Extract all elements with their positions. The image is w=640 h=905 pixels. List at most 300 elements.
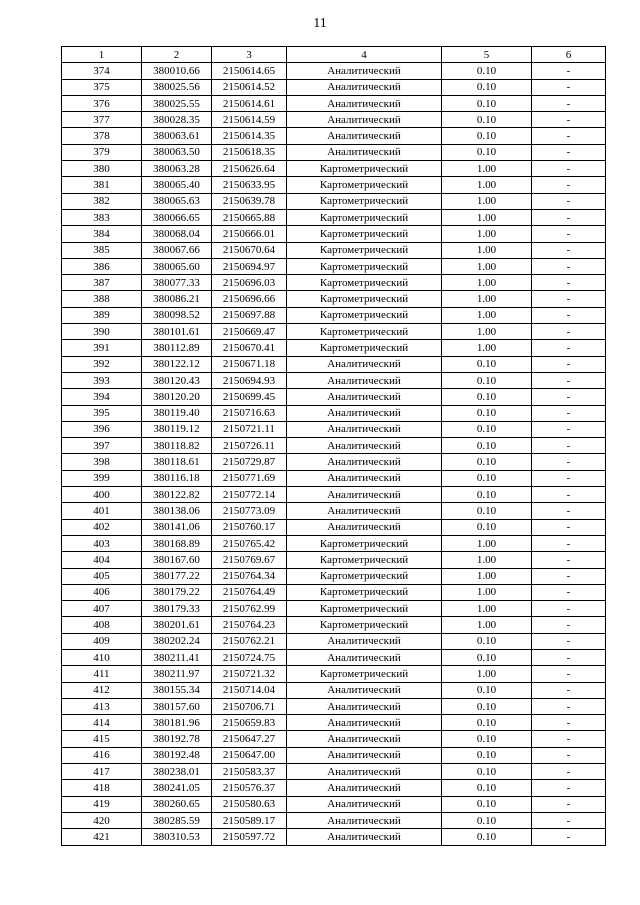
x-coordinate-cell: 380067.66 bbox=[142, 242, 212, 258]
accuracy-cell: 0.10 bbox=[442, 682, 532, 698]
description-cell: - bbox=[532, 177, 606, 193]
method-cell: Аналитический bbox=[287, 682, 442, 698]
description-cell: - bbox=[532, 340, 606, 356]
y-coordinate-cell: 2150764.23 bbox=[212, 617, 287, 633]
description-cell: - bbox=[532, 324, 606, 340]
point-number-cell: 413 bbox=[62, 698, 142, 714]
description-cell: - bbox=[532, 63, 606, 79]
column-header-accuracy: 5 bbox=[442, 47, 532, 63]
table-row bbox=[62, 584, 606, 600]
point-number-cell: 404 bbox=[62, 552, 142, 568]
point-number-cell: 385 bbox=[62, 242, 142, 258]
point-number-cell: 380 bbox=[62, 161, 142, 177]
x-coordinate-cell: 380260.65 bbox=[142, 796, 212, 812]
x-coordinate-cell: 380238.01 bbox=[142, 764, 212, 780]
accuracy-cell: 0.10 bbox=[442, 95, 532, 111]
table-row bbox=[62, 470, 606, 486]
table-row bbox=[62, 209, 606, 225]
method-cell: Аналитический bbox=[287, 829, 442, 845]
accuracy-cell: 0.10 bbox=[442, 715, 532, 731]
page-number: 11 bbox=[313, 16, 327, 31]
point-number-cell: 388 bbox=[62, 291, 142, 307]
method-cell: Картометрический bbox=[287, 258, 442, 274]
x-coordinate-cell: 380122.12 bbox=[142, 356, 212, 372]
accuracy-cell: 0.10 bbox=[442, 519, 532, 535]
y-coordinate-cell: 2150639.78 bbox=[212, 193, 287, 209]
description-cell: - bbox=[532, 454, 606, 470]
x-coordinate-cell: 380025.55 bbox=[142, 95, 212, 111]
description-cell: - bbox=[532, 307, 606, 323]
x-coordinate-cell: 380063.50 bbox=[142, 144, 212, 160]
method-cell: Аналитический bbox=[287, 780, 442, 796]
accuracy-cell: 0.10 bbox=[442, 780, 532, 796]
description-cell: - bbox=[532, 649, 606, 665]
y-coordinate-cell: 2150762.21 bbox=[212, 633, 287, 649]
x-coordinate-cell: 380119.12 bbox=[142, 421, 212, 437]
description-cell: - bbox=[532, 812, 606, 828]
point-number-cell: 381 bbox=[62, 177, 142, 193]
accuracy-cell: 0.10 bbox=[442, 503, 532, 519]
description-cell: - bbox=[532, 503, 606, 519]
accuracy-cell: 0.10 bbox=[442, 112, 532, 128]
table-row bbox=[62, 356, 606, 372]
point-number-cell: 408 bbox=[62, 617, 142, 633]
description-cell: - bbox=[532, 438, 606, 454]
accuracy-cell: 0.10 bbox=[442, 649, 532, 665]
accuracy-cell: 1.00 bbox=[442, 193, 532, 209]
method-cell: Аналитический bbox=[287, 454, 442, 470]
x-coordinate-cell: 380177.22 bbox=[142, 568, 212, 584]
description-cell: - bbox=[532, 487, 606, 503]
accuracy-cell: 1.00 bbox=[442, 324, 532, 340]
x-coordinate-cell: 380112.89 bbox=[142, 340, 212, 356]
y-coordinate-cell: 2150706.71 bbox=[212, 698, 287, 714]
description-cell: - bbox=[532, 780, 606, 796]
x-coordinate-cell: 380118.61 bbox=[142, 454, 212, 470]
y-coordinate-cell: 2150666.01 bbox=[212, 226, 287, 242]
method-cell: Аналитический bbox=[287, 470, 442, 486]
table-row bbox=[62, 193, 606, 209]
y-coordinate-cell: 2150614.59 bbox=[212, 112, 287, 128]
y-coordinate-cell: 2150659.83 bbox=[212, 715, 287, 731]
y-coordinate-cell: 2150760.17 bbox=[212, 519, 287, 535]
point-number-cell: 384 bbox=[62, 226, 142, 242]
point-number-cell: 403 bbox=[62, 535, 142, 551]
x-coordinate-cell: 380179.33 bbox=[142, 601, 212, 617]
table-row bbox=[62, 79, 606, 95]
table-row bbox=[62, 258, 606, 274]
description-cell: - bbox=[532, 764, 606, 780]
table-row bbox=[62, 503, 606, 519]
table-row bbox=[62, 226, 606, 242]
description-cell: - bbox=[532, 617, 606, 633]
point-number-cell: 376 bbox=[62, 95, 142, 111]
x-coordinate-cell: 380086.21 bbox=[142, 291, 212, 307]
y-coordinate-cell: 2150626.64 bbox=[212, 161, 287, 177]
y-coordinate-cell: 2150697.88 bbox=[212, 307, 287, 323]
x-coordinate-cell: 380155.34 bbox=[142, 682, 212, 698]
column-header-method: 4 bbox=[287, 47, 442, 63]
description-cell: - bbox=[532, 796, 606, 812]
description-cell: - bbox=[532, 747, 606, 763]
accuracy-cell: 1.00 bbox=[442, 340, 532, 356]
point-number-cell: 412 bbox=[62, 682, 142, 698]
description-cell: - bbox=[532, 682, 606, 698]
table-row bbox=[62, 731, 606, 747]
table-row bbox=[62, 307, 606, 323]
x-coordinate-cell: 380285.59 bbox=[142, 812, 212, 828]
point-number-cell: 395 bbox=[62, 405, 142, 421]
accuracy-cell: 0.10 bbox=[442, 470, 532, 486]
point-number-cell: 387 bbox=[62, 275, 142, 291]
method-cell: Аналитический bbox=[287, 633, 442, 649]
point-number-cell: 411 bbox=[62, 666, 142, 682]
table-row bbox=[62, 487, 606, 503]
y-coordinate-cell: 2150764.49 bbox=[212, 584, 287, 600]
x-coordinate-cell: 380118.82 bbox=[142, 438, 212, 454]
y-coordinate-cell: 2150721.11 bbox=[212, 421, 287, 437]
accuracy-cell: 1.00 bbox=[442, 161, 532, 177]
accuracy-cell: 1.00 bbox=[442, 275, 532, 291]
description-cell: - bbox=[532, 552, 606, 568]
y-coordinate-cell: 2150729.87 bbox=[212, 454, 287, 470]
x-coordinate-cell: 380063.61 bbox=[142, 128, 212, 144]
y-coordinate-cell: 2150633.95 bbox=[212, 177, 287, 193]
description-cell: - bbox=[532, 389, 606, 405]
accuracy-cell: 1.00 bbox=[442, 584, 532, 600]
accuracy-cell: 0.10 bbox=[442, 764, 532, 780]
method-cell: Картометрический bbox=[287, 340, 442, 356]
y-coordinate-cell: 2150614.65 bbox=[212, 63, 287, 79]
point-number-cell: 400 bbox=[62, 487, 142, 503]
table-row bbox=[62, 144, 606, 160]
table-row bbox=[62, 666, 606, 682]
method-cell: Аналитический bbox=[287, 731, 442, 747]
accuracy-cell: 1.00 bbox=[442, 291, 532, 307]
method-cell: Картометрический bbox=[287, 584, 442, 600]
y-coordinate-cell: 2150772.14 bbox=[212, 487, 287, 503]
x-coordinate-cell: 380181.96 bbox=[142, 715, 212, 731]
point-number-cell: 394 bbox=[62, 389, 142, 405]
method-cell: Картометрический bbox=[287, 666, 442, 682]
x-coordinate-cell: 380211.41 bbox=[142, 649, 212, 665]
x-coordinate-cell: 380028.35 bbox=[142, 112, 212, 128]
x-coordinate-cell: 380063.28 bbox=[142, 161, 212, 177]
point-number-cell: 375 bbox=[62, 79, 142, 95]
method-cell: Аналитический bbox=[287, 519, 442, 535]
table-row bbox=[62, 568, 606, 584]
description-cell: - bbox=[532, 584, 606, 600]
method-cell: Аналитический bbox=[287, 372, 442, 388]
point-number-cell: 409 bbox=[62, 633, 142, 649]
point-number-cell: 397 bbox=[62, 438, 142, 454]
description-cell: - bbox=[532, 535, 606, 551]
accuracy-cell: 0.10 bbox=[442, 747, 532, 763]
x-coordinate-cell: 380098.52 bbox=[142, 307, 212, 323]
y-coordinate-cell: 2150769.67 bbox=[212, 552, 287, 568]
description-cell: - bbox=[532, 421, 606, 437]
description-cell: - bbox=[532, 193, 606, 209]
method-cell: Картометрический bbox=[287, 177, 442, 193]
x-coordinate-cell: 380192.78 bbox=[142, 731, 212, 747]
description-cell: - bbox=[532, 405, 606, 421]
x-coordinate-cell: 380201.61 bbox=[142, 617, 212, 633]
method-cell: Аналитический bbox=[287, 812, 442, 828]
method-cell: Картометрический bbox=[287, 291, 442, 307]
table-row bbox=[62, 421, 606, 437]
y-coordinate-cell: 2150583.37 bbox=[212, 764, 287, 780]
point-number-cell: 421 bbox=[62, 829, 142, 845]
table-row bbox=[62, 405, 606, 421]
y-coordinate-cell: 2150694.93 bbox=[212, 372, 287, 388]
y-coordinate-cell: 2150773.09 bbox=[212, 503, 287, 519]
table-row bbox=[62, 291, 606, 307]
y-coordinate-cell: 2150669.47 bbox=[212, 324, 287, 340]
table-row bbox=[62, 747, 606, 763]
point-number-cell: 396 bbox=[62, 421, 142, 437]
accuracy-cell: 0.10 bbox=[442, 421, 532, 437]
accuracy-cell: 0.10 bbox=[442, 698, 532, 714]
x-coordinate-cell: 380065.63 bbox=[142, 193, 212, 209]
point-number-cell: 402 bbox=[62, 519, 142, 535]
method-cell: Картометрический bbox=[287, 568, 442, 584]
accuracy-cell: 0.10 bbox=[442, 144, 532, 160]
point-number-cell: 379 bbox=[62, 144, 142, 160]
x-coordinate-cell: 380168.89 bbox=[142, 535, 212, 551]
point-number-cell: 416 bbox=[62, 747, 142, 763]
method-cell: Аналитический bbox=[287, 487, 442, 503]
table-row bbox=[62, 112, 606, 128]
accuracy-cell: 1.00 bbox=[442, 601, 532, 617]
x-coordinate-cell: 380065.40 bbox=[142, 177, 212, 193]
description-cell: - bbox=[532, 698, 606, 714]
method-cell: Аналитический bbox=[287, 144, 442, 160]
y-coordinate-cell: 2150671.18 bbox=[212, 356, 287, 372]
method-cell: Аналитический bbox=[287, 747, 442, 763]
header-row bbox=[62, 47, 606, 63]
table-row bbox=[62, 829, 606, 845]
y-coordinate-cell: 2150771.69 bbox=[212, 470, 287, 486]
column-header-description: 6 bbox=[532, 47, 606, 63]
table-row bbox=[62, 764, 606, 780]
point-number-cell: 415 bbox=[62, 731, 142, 747]
column-header-point-number: 1 bbox=[62, 47, 142, 63]
description-cell: - bbox=[532, 470, 606, 486]
description-cell: - bbox=[532, 356, 606, 372]
accuracy-cell: 0.10 bbox=[442, 633, 532, 649]
description-cell: - bbox=[532, 829, 606, 845]
accuracy-cell: 0.10 bbox=[442, 731, 532, 747]
table-row bbox=[62, 128, 606, 144]
y-coordinate-cell: 2150589.17 bbox=[212, 812, 287, 828]
y-coordinate-cell: 2150670.64 bbox=[212, 242, 287, 258]
method-cell: Картометрический bbox=[287, 275, 442, 291]
accuracy-cell: 0.10 bbox=[442, 829, 532, 845]
method-cell: Аналитический bbox=[287, 421, 442, 437]
table-row bbox=[62, 372, 606, 388]
accuracy-cell: 1.00 bbox=[442, 666, 532, 682]
accuracy-cell: 0.10 bbox=[442, 454, 532, 470]
point-number-cell: 383 bbox=[62, 209, 142, 225]
method-cell: Аналитический bbox=[287, 95, 442, 111]
method-cell: Аналитический bbox=[287, 405, 442, 421]
y-coordinate-cell: 2150647.27 bbox=[212, 731, 287, 747]
method-cell: Аналитический bbox=[287, 63, 442, 79]
method-cell: Аналитический bbox=[287, 715, 442, 731]
table-row bbox=[62, 63, 606, 79]
table-row bbox=[62, 95, 606, 111]
description-cell: - bbox=[532, 226, 606, 242]
accuracy-cell: 1.00 bbox=[442, 568, 532, 584]
y-coordinate-cell: 2150724.75 bbox=[212, 649, 287, 665]
accuracy-cell: 1.00 bbox=[442, 535, 532, 551]
accuracy-cell: 0.10 bbox=[442, 405, 532, 421]
y-coordinate-cell: 2150670.41 bbox=[212, 340, 287, 356]
table-row bbox=[62, 812, 606, 828]
description-cell: - bbox=[532, 519, 606, 535]
x-coordinate-cell: 380167.60 bbox=[142, 552, 212, 568]
point-number-cell: 377 bbox=[62, 112, 142, 128]
table-row bbox=[62, 552, 606, 568]
accuracy-cell: 0.10 bbox=[442, 63, 532, 79]
x-coordinate-cell: 380010.66 bbox=[142, 63, 212, 79]
table-row bbox=[62, 438, 606, 454]
x-coordinate-cell: 380119.40 bbox=[142, 405, 212, 421]
description-cell: - bbox=[532, 161, 606, 177]
description-cell: - bbox=[532, 666, 606, 682]
description-cell: - bbox=[532, 112, 606, 128]
description-cell: - bbox=[532, 209, 606, 225]
point-number-cell: 382 bbox=[62, 193, 142, 209]
method-cell: Аналитический bbox=[287, 649, 442, 665]
accuracy-cell: 1.00 bbox=[442, 617, 532, 633]
table-row bbox=[62, 519, 606, 535]
point-number-cell: 417 bbox=[62, 764, 142, 780]
x-coordinate-cell: 380138.06 bbox=[142, 503, 212, 519]
y-coordinate-cell: 2150699.45 bbox=[212, 389, 287, 405]
x-coordinate-cell: 380241.05 bbox=[142, 780, 212, 796]
y-coordinate-cell: 2150580.63 bbox=[212, 796, 287, 812]
method-cell: Картометрический bbox=[287, 226, 442, 242]
accuracy-cell: 0.10 bbox=[442, 372, 532, 388]
point-number-cell: 399 bbox=[62, 470, 142, 486]
accuracy-cell: 1.00 bbox=[442, 177, 532, 193]
x-coordinate-cell: 380116.18 bbox=[142, 470, 212, 486]
method-cell: Картометрический bbox=[287, 307, 442, 323]
description-cell: - bbox=[532, 601, 606, 617]
point-number-cell: 389 bbox=[62, 307, 142, 323]
x-coordinate-cell: 380157.60 bbox=[142, 698, 212, 714]
y-coordinate-cell: 2150614.61 bbox=[212, 95, 287, 111]
table-row bbox=[62, 682, 606, 698]
x-coordinate-cell: 380179.22 bbox=[142, 584, 212, 600]
description-cell: - bbox=[532, 258, 606, 274]
accuracy-cell: 0.10 bbox=[442, 128, 532, 144]
point-number-cell: 419 bbox=[62, 796, 142, 812]
y-coordinate-cell: 2150764.34 bbox=[212, 568, 287, 584]
y-coordinate-cell: 2150696.03 bbox=[212, 275, 287, 291]
method-cell: Аналитический bbox=[287, 438, 442, 454]
x-coordinate-cell: 380192.48 bbox=[142, 747, 212, 763]
table-row bbox=[62, 454, 606, 470]
y-coordinate-cell: 2150716.63 bbox=[212, 405, 287, 421]
description-cell: - bbox=[532, 633, 606, 649]
method-cell: Картометрический bbox=[287, 193, 442, 209]
x-coordinate-cell: 380211.97 bbox=[142, 666, 212, 682]
method-cell: Картометрический bbox=[287, 601, 442, 617]
accuracy-cell: 0.10 bbox=[442, 812, 532, 828]
coordinates-table bbox=[61, 46, 606, 846]
method-cell: Аналитический bbox=[287, 389, 442, 405]
description-cell: - bbox=[532, 128, 606, 144]
column-header-x: 2 bbox=[142, 47, 212, 63]
method-cell: Аналитический bbox=[287, 503, 442, 519]
y-coordinate-cell: 2150614.52 bbox=[212, 79, 287, 95]
point-number-cell: 406 bbox=[62, 584, 142, 600]
table-row bbox=[62, 340, 606, 356]
accuracy-cell: 0.10 bbox=[442, 796, 532, 812]
description-cell: - bbox=[532, 95, 606, 111]
accuracy-cell: 0.10 bbox=[442, 389, 532, 405]
description-cell: - bbox=[532, 291, 606, 307]
table-row bbox=[62, 161, 606, 177]
point-number-cell: 386 bbox=[62, 258, 142, 274]
description-cell: - bbox=[532, 372, 606, 388]
method-cell: Картометрический bbox=[287, 161, 442, 177]
x-coordinate-cell: 380066.65 bbox=[142, 209, 212, 225]
method-cell: Аналитический bbox=[287, 796, 442, 812]
y-coordinate-cell: 2150696.66 bbox=[212, 291, 287, 307]
description-cell: - bbox=[532, 79, 606, 95]
method-cell: Картометрический bbox=[287, 535, 442, 551]
point-number-cell: 393 bbox=[62, 372, 142, 388]
table-row bbox=[62, 633, 606, 649]
y-coordinate-cell: 2150721.32 bbox=[212, 666, 287, 682]
method-cell: Аналитический bbox=[287, 764, 442, 780]
y-coordinate-cell: 2150614.35 bbox=[212, 128, 287, 144]
x-coordinate-cell: 380077.33 bbox=[142, 275, 212, 291]
point-number-cell: 390 bbox=[62, 324, 142, 340]
point-number-cell: 405 bbox=[62, 568, 142, 584]
point-number-cell: 374 bbox=[62, 63, 142, 79]
table-header bbox=[62, 47, 606, 63]
point-number-cell: 407 bbox=[62, 601, 142, 617]
y-coordinate-cell: 2150765.42 bbox=[212, 535, 287, 551]
table-row bbox=[62, 601, 606, 617]
y-coordinate-cell: 2150647.00 bbox=[212, 747, 287, 763]
y-coordinate-cell: 2150726.11 bbox=[212, 438, 287, 454]
x-coordinate-cell: 380101.61 bbox=[142, 324, 212, 340]
description-cell: - bbox=[532, 568, 606, 584]
point-number-cell: 378 bbox=[62, 128, 142, 144]
column-header-y: 3 bbox=[212, 47, 287, 63]
method-cell: Картометрический bbox=[287, 324, 442, 340]
y-coordinate-cell: 2150597.72 bbox=[212, 829, 287, 845]
description-cell: - bbox=[532, 731, 606, 747]
accuracy-cell: 1.00 bbox=[442, 226, 532, 242]
method-cell: Аналитический bbox=[287, 356, 442, 372]
table-row bbox=[62, 535, 606, 551]
description-cell: - bbox=[532, 242, 606, 258]
table-row bbox=[62, 649, 606, 665]
x-coordinate-cell: 380065.60 bbox=[142, 258, 212, 274]
y-coordinate-cell: 2150714.04 bbox=[212, 682, 287, 698]
accuracy-cell: 1.00 bbox=[442, 258, 532, 274]
point-number-cell: 410 bbox=[62, 649, 142, 665]
y-coordinate-cell: 2150665.88 bbox=[212, 209, 287, 225]
accuracy-cell: 1.00 bbox=[442, 209, 532, 225]
x-coordinate-cell: 380120.43 bbox=[142, 372, 212, 388]
